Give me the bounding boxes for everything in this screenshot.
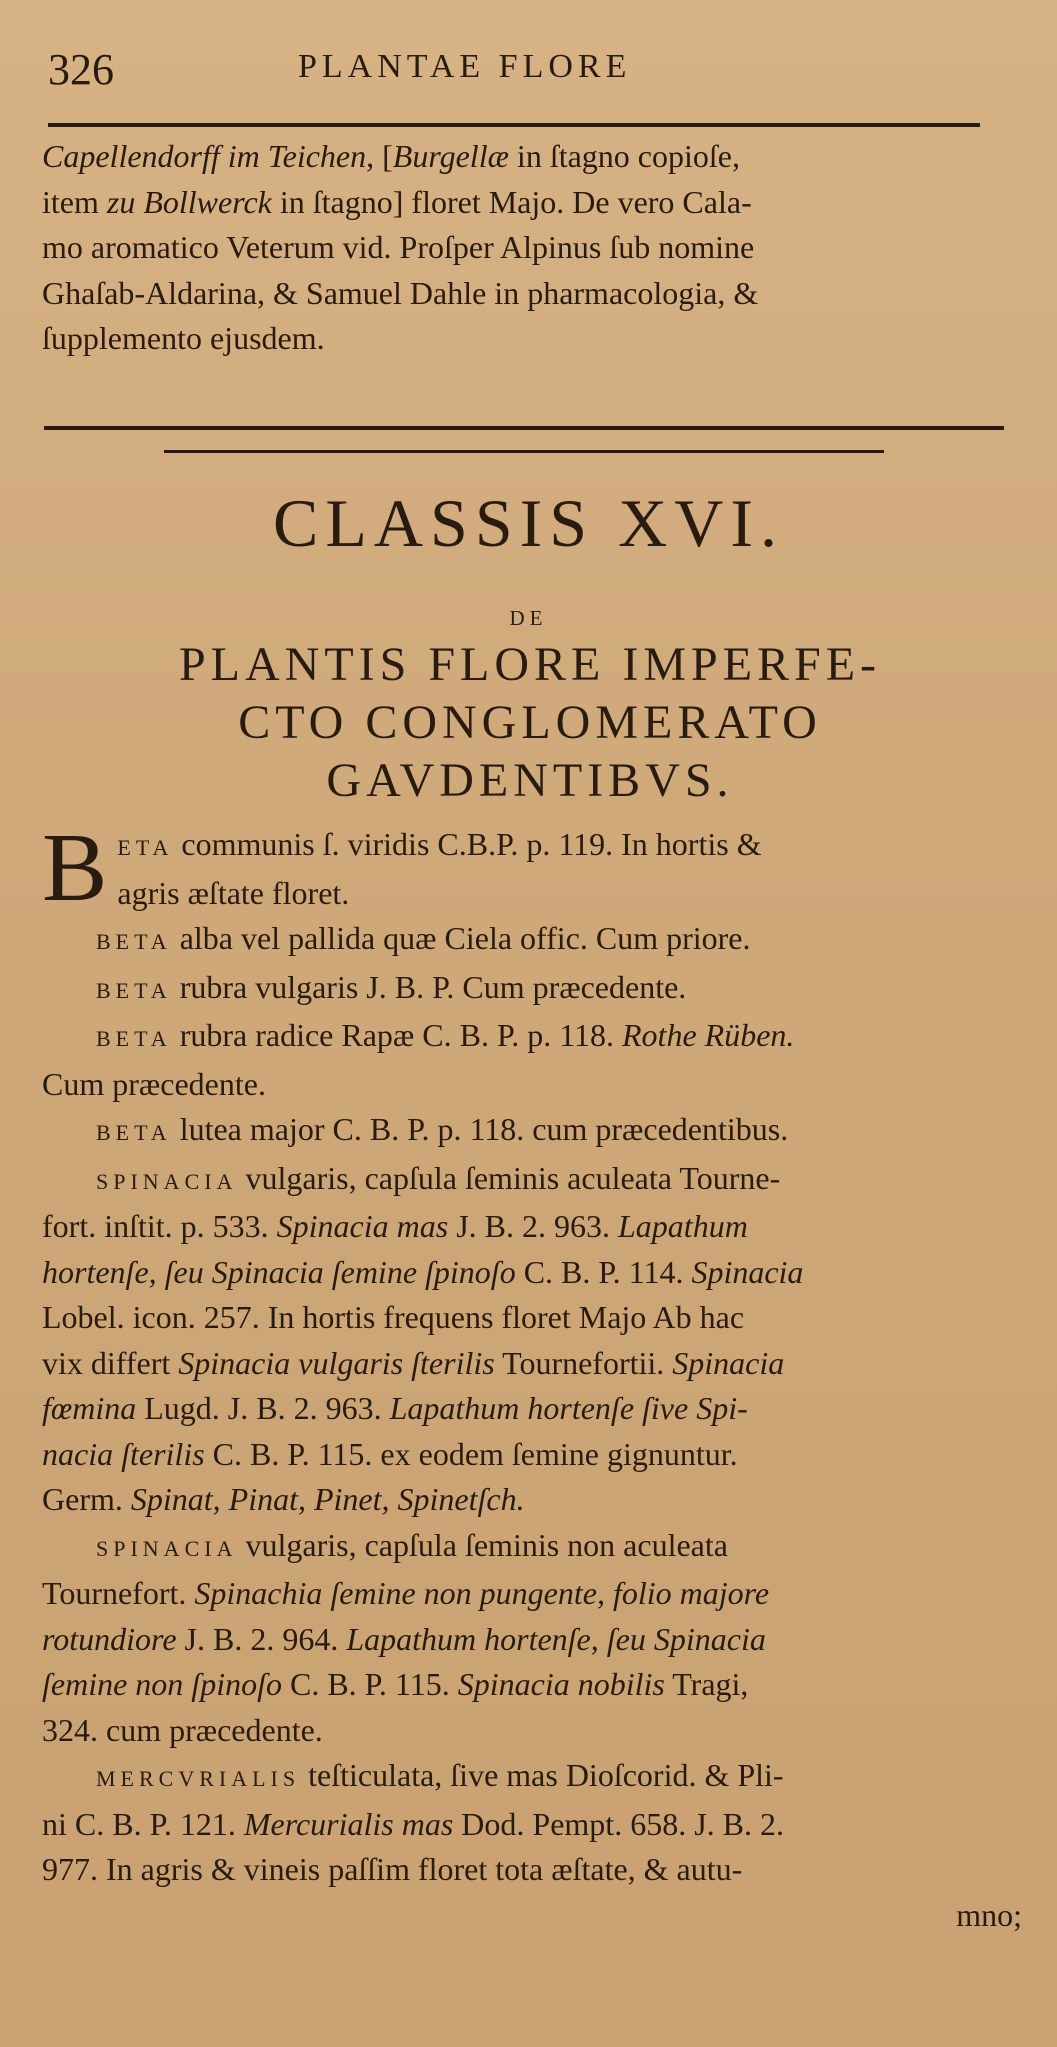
text-line: ſupplemento ejusdem.	[42, 320, 325, 356]
entries-text	[42, 814, 1022, 1938]
page-header	[48, 44, 978, 104]
running-head: PLANTAE FLORE	[298, 48, 632, 85]
entry-spinacia-non-aculeata: SPINACIA vulgaris, capſula ſeminis non aculeata Tournefort. Spinachia ſemine non pungente, folio majore rotundiore J. B. 2. 964. Lapathum hortenſe, ſeu Spinacia ſemine non ſpinoſo C. B. P. 115. Spinacia nobilis Tragi, 324. cum præcedente.	[42, 1526, 770, 1748]
drop-cap: B	[42, 814, 108, 922]
entry-beta-rubra: BETA rubra vulgaris J. B. P. Cum præcedente.	[96, 968, 687, 1005]
entry-beta-lutea: BETA lutea major C. B. P. p. 118. cum præcedentibus.	[96, 1111, 789, 1147]
text-line: mo aromatico Veterum vid. Proſper Alpinus ſub nomine	[42, 229, 755, 265]
section-rule	[44, 426, 1004, 430]
header-rule	[48, 123, 980, 127]
classis-subtitle: PLANTIS FLORE IMPERFE- CTO CONGLOMERATO GAVDENTIBVS.	[178, 638, 882, 807]
catchword: mno;	[956, 1896, 1022, 1933]
entry-beta-rubra-radice: BETA rubra radice Rapæ C. B. P. p. 118. Rothe Rüben. Cum præcedente.	[42, 1017, 795, 1102]
entry-beta-communis: B ETA communis ſ. viridis C.B.P. p. 119. In hortis & agris æſtate floret.	[42, 814, 762, 922]
page-number: 326	[48, 45, 114, 94]
text-line: Ghaſab-Aldarina, & Samuel Dahle in pharmacologia, &	[42, 274, 759, 311]
classis-title: CLASSIS XVI.	[273, 485, 784, 561]
intro-paragraph	[42, 134, 1022, 362]
section-rule-inner	[164, 450, 884, 453]
text-line: Capellendorff im Teichen, [Burgellæ in ſtagno copioſe,	[42, 138, 740, 174]
entry-spinacia-aculeata: SPINACIA vulgaris, capſula ſeminis aculeata Tourne- fort. inſtit. p. 533. Spinacia mas J. B. 2. 963. Lapathum hortenſe, ſeu Spinacia ſemine ſpinoſo C. B. P. 114. Spinacia Lobel. icon. 257. In hortis frequens floret Majo Ab hac vix differt Spinacia vulgaris ſterilis Tournefortii. Spinacia fœmina Lugd. J. B. 2. 963. Lapathum hortenſe ſive Spi- nacia ſterilis C. B. P. 115. ex eodem ſemine gignuntur. Germ. Spinat, Pinat, Pinet, Spinetſch.	[42, 1159, 804, 1517]
classis-de: DE	[509, 606, 548, 630]
text-line: item zu Bollwerck in ſtagno] floret Majo. De vero Cala-	[42, 183, 752, 220]
entry-beta-alba: BETA alba vel pallida quæ Ciela offic. Cum priore.	[96, 920, 751, 956]
entry-mercurialis: MERCVRIALIS teſticulata, ſive mas Dioſcorid. & Pli- ni C. B. P. 121. Mercurialis mas Dod. Pempt. 658. J. B. 2. 977. In agris & vineis paſſim floret tota æſtate, & autu- mno;	[42, 1753, 1022, 1938]
